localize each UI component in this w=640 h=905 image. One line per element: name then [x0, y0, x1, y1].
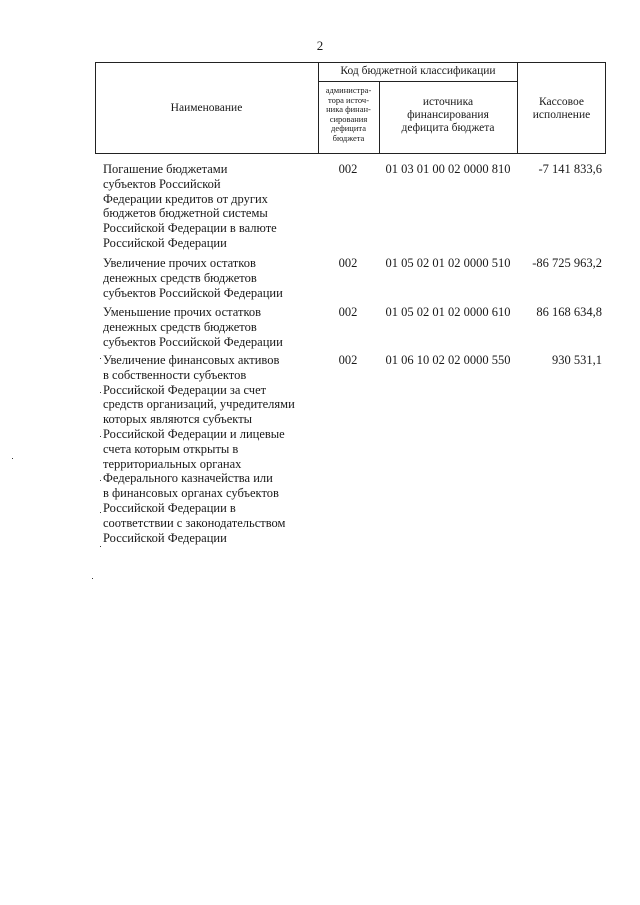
row-name: Увеличение прочих остатков денежных средств бюджетов субъектов Российской Федерации — [103, 256, 283, 300]
header-admin-line: ника финан- — [326, 104, 371, 115]
scan-speck — [92, 578, 93, 579]
row-amount: 86 168 634,8 — [536, 305, 602, 319]
header-budget-code: Код бюджетной классификации — [340, 65, 496, 77]
header-admin-line: дефицита — [331, 123, 366, 134]
row-name: Увеличение финансовых активов в собственности субъектов Российской Федерации за счет средств организаций, учредителями которых являются субъекты Российской Федерации и лицевые счета которым открыты в территориальных органах Федерального казначейства или в финансовых органах субъектов Российской Федерации в соответствии с законодательством Российской Федерации — [103, 353, 295, 545]
scan-speck — [100, 480, 101, 481]
row-admin-code: 002 — [338, 305, 358, 319]
scan-speck — [100, 546, 101, 547]
header-admin-line: бюджета — [332, 132, 365, 143]
header-cash — [517, 96, 606, 122]
scan-speck — [100, 512, 101, 513]
header-name: Наименование — [170, 102, 243, 114]
scan-speck — [12, 458, 13, 459]
row-admin-code: 002 — [338, 162, 358, 176]
header-source — [379, 96, 517, 135]
header-cash-line: Кассовое — [539, 96, 584, 108]
row-amount: -86 725 963,2 — [532, 256, 602, 270]
row-amount: 930 531,1 — [552, 353, 602, 367]
header-bottom-border — [95, 153, 606, 154]
header-source-line: дефицита бюджета — [401, 122, 495, 134]
header-admin-line: тора источ- — [327, 94, 370, 105]
header-admin-line: администра- — [325, 85, 372, 95]
scan-speck — [100, 436, 101, 437]
row-name: Уменьшение прочих остатков денежных средств бюджетов субъектов Российской Федерации — [103, 305, 283, 349]
header-admin-line: сирования — [329, 113, 368, 124]
header-top-border — [95, 62, 606, 63]
header-code-underline — [318, 81, 518, 82]
row-source-code: 01 05 02 01 02 0000 610 — [385, 305, 511, 319]
row-name: Погашение бюджетами субъектов Российской Федерации кредитов от других бюджетов бюджетной системы Российской Федерации в валюте Российской Федерации — [103, 162, 277, 250]
scan-speck — [100, 358, 101, 359]
scan-speck — [100, 392, 101, 393]
row-source-code: 01 06 10 02 02 0000 550 — [385, 353, 511, 367]
header-source-line: источника — [422, 96, 474, 108]
header-source-line: финансирования — [407, 109, 489, 121]
row-admin-code: 002 — [338, 256, 358, 270]
header-admin — [318, 86, 379, 144]
header-cash-line: исполнение — [532, 109, 591, 121]
row-source-code: 01 05 02 01 02 0000 510 — [385, 256, 511, 270]
table-header — [95, 62, 606, 154]
row-admin-code: 002 — [338, 353, 358, 367]
page-number: 2 — [316, 38, 324, 53]
row-source-code: 01 03 01 00 02 0000 810 — [385, 162, 511, 176]
row-amount: -7 141 833,6 — [538, 162, 602, 176]
